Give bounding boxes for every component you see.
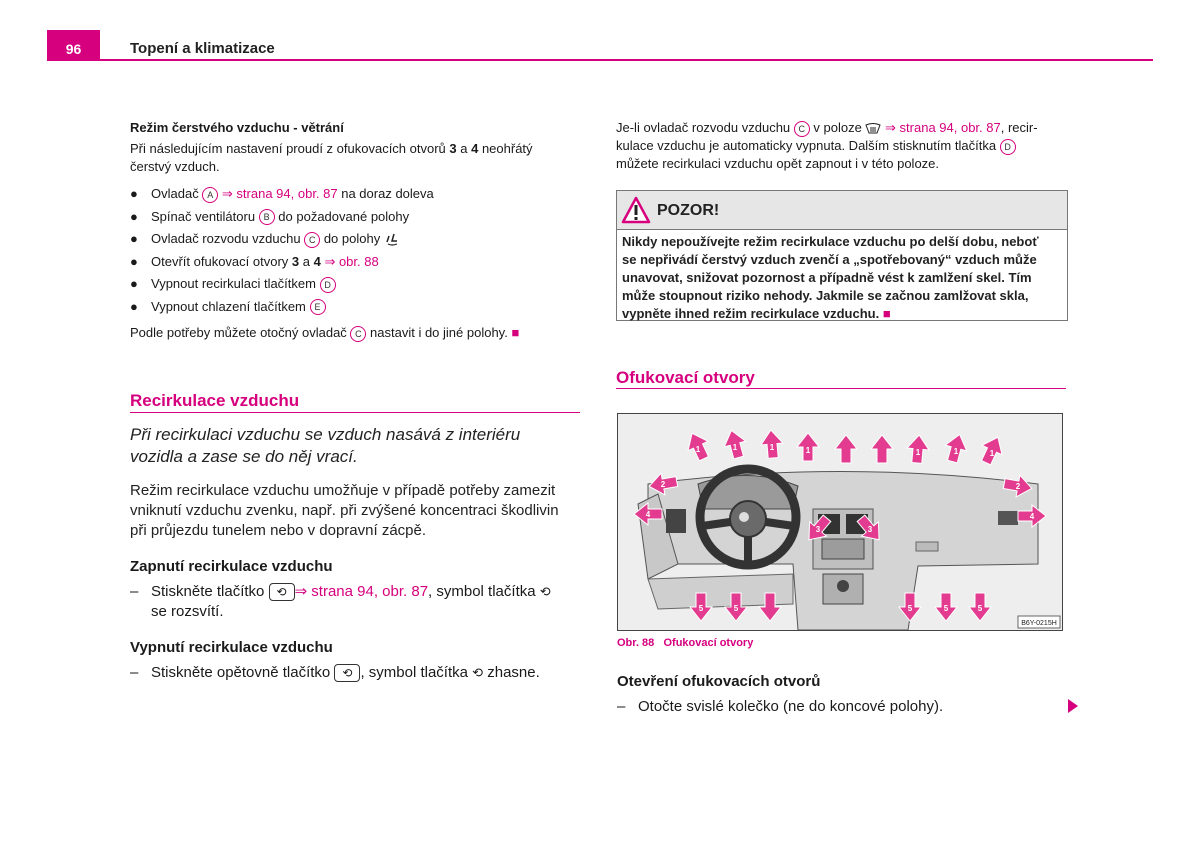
knob-a-icon: A bbox=[202, 187, 218, 203]
windscreen-defrost-icon bbox=[865, 123, 881, 135]
svg-text:3: 3 bbox=[867, 525, 873, 534]
figure-caption: Obr. 88 Ofukovací otvory bbox=[617, 637, 754, 649]
svg-text:2: 2 bbox=[1015, 482, 1021, 491]
arrow-down-icon bbox=[690, 593, 712, 621]
arrow-up-icon bbox=[906, 434, 930, 464]
list-item: ● Otevřít ofukovací otvory 3 a 4 ⇒ obr. 88 bbox=[130, 253, 379, 269]
svg-text:1: 1 bbox=[989, 449, 995, 458]
svg-text:1: 1 bbox=[732, 443, 738, 452]
warning-box bbox=[616, 190, 1068, 321]
arrow-up-icon bbox=[721, 428, 749, 461]
svg-text:1: 1 bbox=[915, 448, 921, 457]
chapter-title: Topení a klimatizace bbox=[130, 40, 275, 57]
warning-header bbox=[617, 191, 1067, 230]
svg-text:1: 1 bbox=[695, 445, 701, 454]
arrow-up-icon bbox=[797, 433, 819, 461]
knob-c-icon: C bbox=[304, 232, 320, 248]
arrow-down-icon bbox=[853, 511, 888, 547]
arrow-left-icon bbox=[634, 503, 662, 525]
svg-text:1: 1 bbox=[769, 443, 775, 452]
svg-text:1: 1 bbox=[953, 447, 959, 456]
recirc-paragraph: Režim recirkulace vzduchu umožňuje v případě potřeby zamezit vniknutí vzduchu zvenku, např. při zvýšené koncentraci škodlivin při průjezdu tunelem nebo v dopravní zácpě. bbox=[130, 482, 559, 539]
recirc-lead: Při recirkulaci vzduchu se vzduch nasává z interiéru vozidla a zase se do něj vrací. bbox=[130, 425, 521, 466]
arrow-up-icon bbox=[682, 429, 714, 464]
dashboard-vents-figure bbox=[617, 413, 1063, 631]
continue-arrow-icon bbox=[1068, 699, 1078, 713]
svg-text:5: 5 bbox=[733, 604, 739, 613]
arrow-down-icon bbox=[725, 593, 747, 621]
fresh-air-heading: Režim čerstvého vzduchu - větrání bbox=[130, 120, 344, 135]
recirc-off-heading: Vypnutí recirkulace vzduchu bbox=[130, 639, 333, 656]
svg-text:2: 2 bbox=[660, 480, 666, 489]
end-square-icon: ■ bbox=[511, 325, 520, 340]
arrow-right-icon bbox=[1002, 473, 1033, 500]
svg-text:5: 5 bbox=[943, 604, 949, 613]
svg-text:4: 4 bbox=[645, 510, 651, 519]
recirc-on-step: – Stiskněte tlačítko ⟲ ⇒ strana 94, obr. 87, symbol tlačítka ⟲ se rozsvítí. bbox=[130, 583, 551, 620]
warning-triangle-icon bbox=[621, 196, 651, 224]
svg-text:5: 5 bbox=[977, 604, 983, 613]
arrow-up-icon bbox=[976, 433, 1008, 468]
arrow-up-icon bbox=[835, 435, 857, 463]
svg-text:1: 1 bbox=[805, 446, 811, 455]
fresh-air-intro: Při následujícím nastavení proudí z ofukovacích otvorů 3 a 4 neohřátý čerstvý vzduch. bbox=[130, 141, 533, 174]
fresh-air-outro: Podle potřeby můžete otočný ovladač C nastavit i do jiné polohy. ■ bbox=[130, 325, 520, 340]
list-item: ● Spínač ventilátoru B do požadované polohy bbox=[130, 208, 410, 224]
auto-off-paragraph: Je-li ovladač rozvodu vzduchu C v poloze ⇒ strana 94, obr. 87, recir- kulace vzduchu je automaticky vypnuta. Dalším stisknutím tlačítka D můžete recirkulaci vzduchu opět zapnout i v této poloze. bbox=[616, 120, 1038, 171]
svg-text:5: 5 bbox=[698, 604, 704, 613]
arrow-down-icon bbox=[759, 593, 781, 621]
svg-text:4: 4 bbox=[1029, 512, 1035, 521]
arrow-up-icon bbox=[871, 435, 893, 463]
page-number: 96 bbox=[47, 30, 100, 61]
recirc-button-icon: ⟲ bbox=[269, 583, 295, 601]
warning-title: POZOR! bbox=[657, 202, 720, 219]
knob-e-icon: E bbox=[310, 299, 326, 315]
section-title-recirc: Recirkulace vzduchu bbox=[130, 391, 300, 410]
recirc-on-heading: Zapnutí recirkulace vzduchu bbox=[130, 558, 333, 575]
arrow-up-icon bbox=[760, 429, 784, 459]
knob-c-icon: C bbox=[794, 121, 810, 137]
cross-ref-link[interactable]: ⇒ strana 94, obr. 87 bbox=[881, 120, 1001, 135]
cross-ref-link[interactable]: ⇒ strana 94, obr. 87 bbox=[218, 186, 338, 201]
arrow-down-icon bbox=[801, 511, 836, 547]
recirc-button-icon: ⟲ bbox=[334, 664, 360, 682]
section-rule bbox=[616, 388, 1066, 389]
warning-text: Nikdy nepoužívejte režim recirkulace vzduchu po delší dobu, neboť se nepřivádí čerstvý vzduch zvenčí a „spotřebovaný“ vzduch může unavovat, snižovat pozornost a případně vést k zamlžení skel. Tím může stoupnout riziko nehody. Jakmile se začnou zamlžovat skla, vypněte ihned režim recirkulace vzduchu. ■ bbox=[622, 234, 1039, 321]
list-item: ● Vypnout chlazení tlačítkem E bbox=[130, 298, 580, 321]
list-item: ● Vypnout recirkulaci tlačítkem D bbox=[130, 275, 580, 298]
arrow-down-icon bbox=[899, 593, 921, 621]
list-item: ● Ovladač rozvodu vzduchu C do polohy bbox=[130, 230, 580, 253]
arrow-right-icon bbox=[1018, 505, 1046, 527]
arrow-up-icon bbox=[942, 432, 970, 465]
cross-ref-link[interactable]: ⇒ obr. 88 bbox=[320, 253, 379, 269]
fresh-air-list bbox=[130, 185, 580, 320]
open-vents-heading: Otevření ofukovacích otvorů bbox=[617, 673, 821, 690]
seat-airflow-icon bbox=[384, 232, 400, 247]
header-rule bbox=[47, 59, 1153, 61]
arrow-left-icon bbox=[647, 471, 678, 498]
cross-ref-link[interactable]: ⇒ strana 94, obr. 87 bbox=[294, 583, 429, 600]
figure-code: B6Y-0215H bbox=[1021, 620, 1057, 627]
knob-c-icon: C bbox=[350, 326, 366, 342]
airflow-arrows bbox=[618, 414, 1062, 630]
recirc-symbol-icon: ⟲ bbox=[539, 584, 551, 599]
svg-text:5: 5 bbox=[907, 604, 913, 613]
section-title-vents: Ofukovací otvory bbox=[616, 368, 755, 387]
arrow-down-icon bbox=[935, 593, 957, 621]
list-item: ● Ovladač A ⇒ strana 94, obr. 87 na doraz doleva bbox=[130, 186, 434, 201]
knob-d-icon: D bbox=[1000, 139, 1016, 155]
arrow-down-icon bbox=[969, 593, 991, 621]
svg-text:3: 3 bbox=[815, 525, 821, 534]
knob-d-icon: D bbox=[320, 277, 336, 293]
recirc-symbol-icon: ⟲ bbox=[472, 665, 484, 680]
open-vents-step: – Otočte svislé kolečko (ne do koncové polohy). bbox=[617, 698, 944, 715]
recirc-off-step: – Stiskněte opětovně tlačítko ⟲ , symbol tlačítka ⟲ zhasne. bbox=[130, 664, 540, 681]
section-rule bbox=[130, 412, 580, 413]
end-square-icon: ■ bbox=[882, 306, 891, 321]
knob-b-icon: B bbox=[259, 209, 275, 225]
